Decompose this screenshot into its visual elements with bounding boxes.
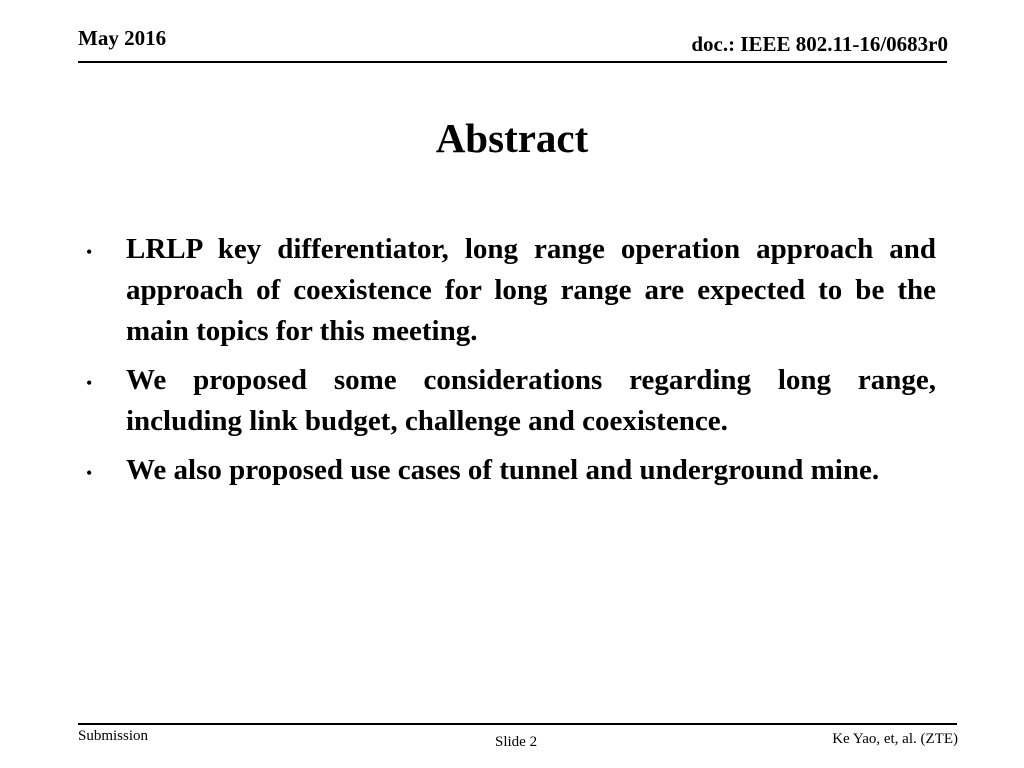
slide-title: Abstract [435,115,589,161]
bullet-text: We also proposed use cases of tunnel and underground mine. [126,454,880,486]
bullet-item [86,450,936,491]
bullet-item [86,360,936,442]
bullet-list [86,229,936,499]
bullet-icon: • [86,242,93,262]
header-divider [78,61,947,63]
bullet-text: We proposed some considerations regarding long range, including link budget, challenge and coexistence. [126,364,936,437]
footer-author: Ke Yao, et, al. (ZTE) [832,731,958,747]
header-doc-id: doc.: IEEE 802.11-16/0683r0 [691,32,948,56]
footer-slide-number: Slide 2 [495,734,538,750]
bullet-icon: • [86,463,93,483]
bullet-text: LRLP key differentiator, long range operation approach and approach of coexistence for long range are expected to be the main topics for this meeting. [126,233,936,347]
bullet-item [86,229,936,352]
footer-submission: Submission [78,728,149,744]
bullet-icon: • [86,373,93,393]
header-date: May 2016 [78,26,167,50]
footer-divider [78,723,957,725]
